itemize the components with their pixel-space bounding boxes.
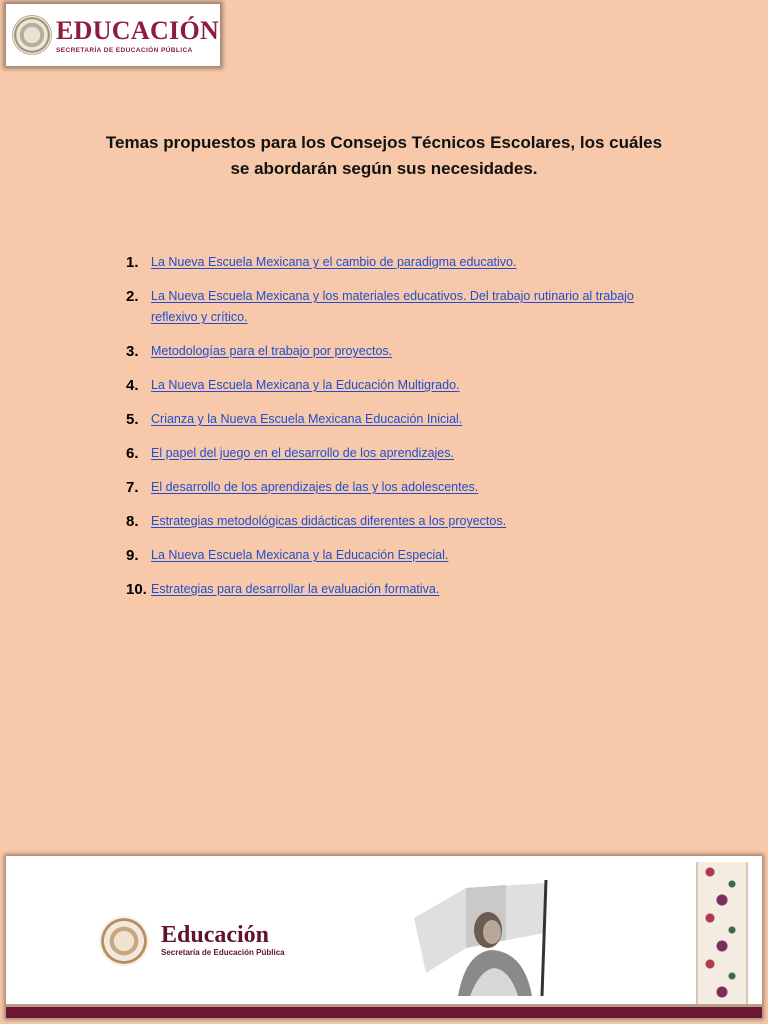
topic-link[interactable]: La Nueva Escuela Mexicana y el cambio de paradigma educativo. [151,255,517,269]
footer-banner [6,856,762,1018]
list-item [126,375,666,396]
topics-list [126,252,666,613]
topic-link[interactable]: La Nueva Escuela Mexicana y la Educación Multigrado. [151,378,460,392]
footer-color-bar [6,1007,762,1018]
topic-number: 10. [126,581,147,598]
topic-number: 8. [126,513,139,530]
list-item [126,341,666,362]
page-title-line-2: se abordarán según sus necesidades. [230,159,538,178]
footer-logo-subtitle: Secretaría de Educación Pública [161,948,285,957]
list-item [126,286,666,328]
topic-number: 4. [126,377,139,394]
list-item [126,511,666,532]
topic-link[interactable]: La Nueva Escuela Mexicana y la Educación Especial. [151,548,449,562]
topic-number: 1. [126,254,139,271]
sep-header-logo [6,4,220,66]
header-logo-title: EDUCACIÓN [56,15,220,45]
topic-number: 5. [126,411,139,428]
list-item [126,443,666,464]
page-title [0,130,768,182]
list-item [126,579,666,600]
topic-number: 7. [126,479,139,496]
list-item [126,545,666,566]
topic-link[interactable]: Crianza y la Nueva Escuela Mexicana Educación Inicial. [151,412,463,426]
topic-link[interactable]: La Nueva Escuela Mexicana y los materiales educativos. Del trabajo rutinario al trabajo reflexivo y crítico. [151,289,634,324]
topic-link[interactable]: Metodologías para el trabajo por proyectos. [151,344,393,358]
list-item [126,477,666,498]
topic-link[interactable]: Estrategias metodológicas didácticas diferentes a los proyectos. [151,514,507,528]
list-item [126,409,666,430]
topic-link[interactable]: El papel del juego en el desarrollo de los aprendizajes. [151,446,454,460]
national-seal-icon [12,15,52,55]
topic-link[interactable]: El desarrollo de los aprendizajes de las y los adolescentes. [151,480,479,494]
topic-number: 6. [126,445,139,462]
embroidery-pattern [696,862,748,1004]
footer-logo-title: Educación [161,922,270,948]
topic-link[interactable]: Estrategias para desarrollar la evaluación formativa. [151,582,440,596]
header-logo-subtitle: SECRETARÍA DE EDUCACIÓN PÚBLICA [56,46,193,54]
topic-number: 3. [126,343,139,360]
woman-with-flag-illustration [406,878,556,996]
list-item [126,252,666,273]
topic-number: 9. [126,547,139,564]
topic-number: 2. [126,288,139,305]
page-title-line-1: Temas propuestos para los Consejos Técnicos Escolares, los cuáles [105,133,663,152]
footer-seal-icon [99,916,149,966]
